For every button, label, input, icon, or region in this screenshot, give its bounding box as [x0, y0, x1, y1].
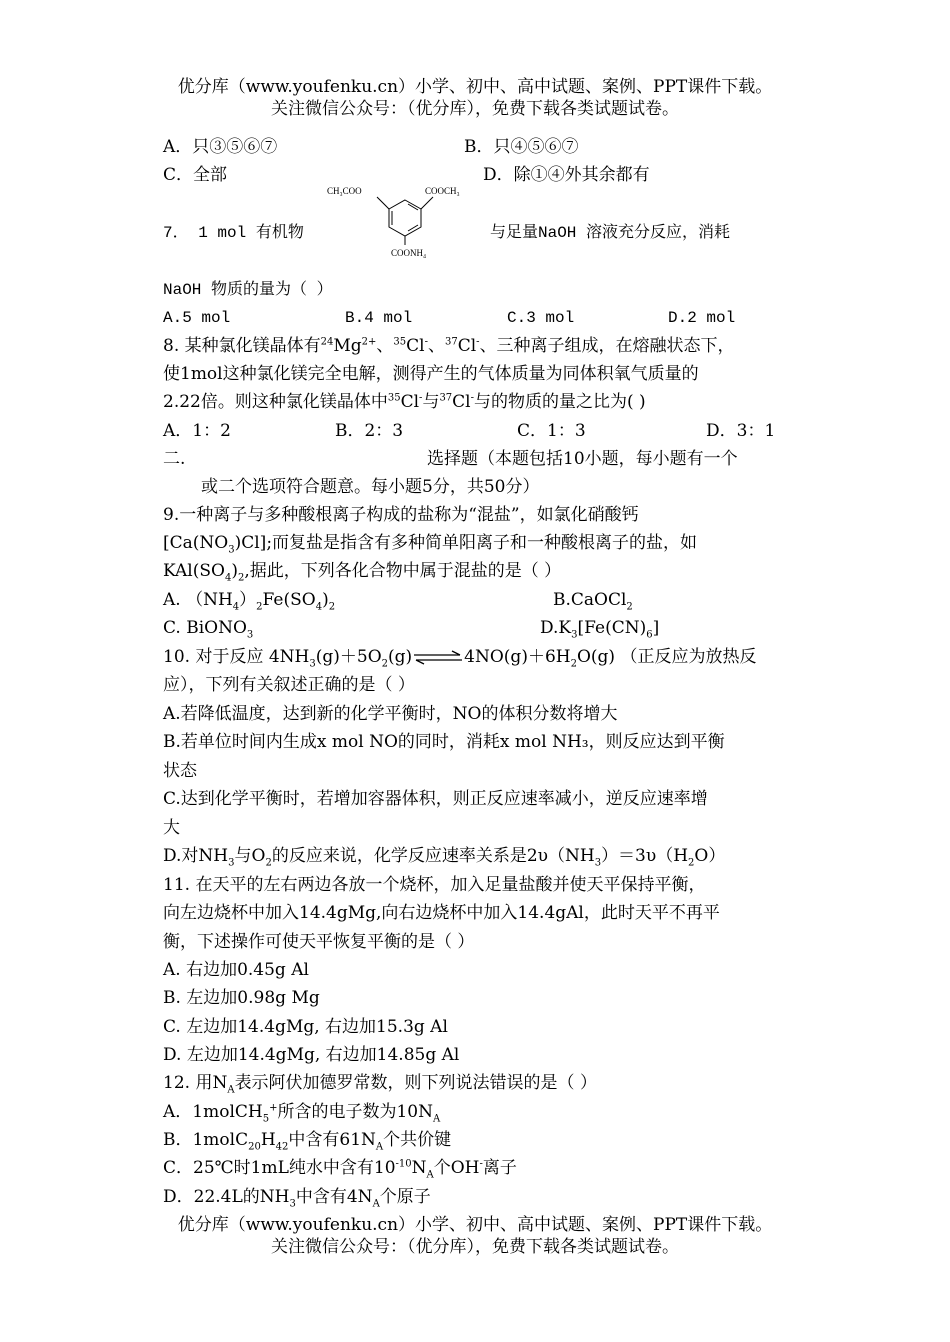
- q12-stem: 12. 用$N_A$表示阿伏加德罗常数，则下列说法错误的是（ ）: [163, 1073, 597, 1096]
- q9-option-c: C. BiONO$_3$: [163, 618, 254, 641]
- q11-line-2: 向左边烧杯中加入14.4gMg,向右边烧杯中加入14.4gAl，此时天平不再平: [163, 903, 720, 923]
- q7-stem-left: 7． 1 mol 有机物: [163, 224, 304, 242]
- section-2-title: 选择题（本题包括10小题，每小题有一个: [427, 449, 738, 469]
- benzene-structure-figure: [325, 182, 485, 262]
- mol-label-bottom: COONH₄: [391, 248, 427, 258]
- q9-option-a: A. $(NH_4)_2Fe(SO_4)_2$: [163, 590, 336, 613]
- q12-option-a: A．1molCH$_5$+所含的电子数为$10N_A$: [163, 1102, 441, 1125]
- q8-option-a: A．1：2: [163, 421, 231, 441]
- q11-line-1: 11. 在天平的左右两边各放一个烧杯，加入足量盐酸并使天平保持平衡，: [163, 875, 706, 895]
- mol-label-right: COOCH₃: [425, 186, 460, 196]
- q7-option-d: D.2 mol: [668, 309, 736, 327]
- q6-option-c: C．全部: [163, 165, 228, 185]
- section-2-number: 二.: [163, 449, 186, 469]
- q8-option-b: B．2：3: [335, 421, 404, 441]
- q12-option-d: D．22.4L的$NH_3$中含有$4N_A$个原子: [163, 1187, 431, 1210]
- q10-line-1: 10. 对于反应 $4NH_3(g)+5O_2(g)$ $4NO(g)+6H_2O(g)$ （正反应为放热反: [163, 647, 757, 670]
- footer-line-1: 优分库（www.youfenku.cn）小学、初中、高中试题、案例、PPT课件下载。: [177, 1215, 773, 1235]
- q10-option-d: D.对$NH_3$与$O_2$的反应来说，化学反应速率关系是$2\upsilon(NH_3)=3\upsilon(H_2O)$: [163, 846, 726, 869]
- header-line-2: 关注微信公众号：（优分库），免费下载各类试题试卷。: [271, 99, 679, 119]
- q10-line-2: 应），下列有关叙述正确的是（ ）: [163, 675, 415, 695]
- q6-option-d: D．除①④外其余都有: [483, 165, 650, 185]
- q12-option-c: C．25℃时1mL纯水中含有$10^{-10}N_A$个OH-离子: [163, 1158, 517, 1181]
- q11-option-d: D. 左边加14.4gMg, 右边加14.85g Al: [163, 1045, 460, 1065]
- q9-option-d: $D.K_3[Fe(CN)_6]$: [540, 618, 660, 641]
- q11-option-c: C. 左边加14.4gMg, 右边加15.3g Al: [163, 1017, 448, 1037]
- footer-line-2: 关注微信公众号：（优分库），免费下载各类试题试卷。: [271, 1237, 679, 1257]
- q10-option-b-cont: 状态: [163, 761, 197, 781]
- q9-line-2: $[Ca(NO_3)Cl]$;而复盐是指含有多种简单阳离子和一种酸根离子的盐，如: [163, 533, 698, 556]
- q10-option-c-cont: 大: [163, 818, 180, 838]
- q7-option-b: B.4 mol: [345, 309, 413, 327]
- q11-option-b: B. 左边加0.98g Mg: [163, 988, 320, 1008]
- q11-option-a: A. 右边加0.45g Al: [163, 960, 309, 980]
- q9-option-b: B.CaOCl$_2$: [553, 590, 633, 613]
- mol-label-left: CH₃COO: [327, 186, 362, 196]
- q8-line-3: 2.22倍。则这种氯化镁晶体中$^{35}$Cl-与$^{37}$Cl-与的物质的量之比为( ): [163, 392, 646, 412]
- q9-line-3: $KAl(SO_4)_2$,据此，下列各化合物中属于混盐的是（ ）: [163, 561, 562, 584]
- benzene-ring: [377, 197, 433, 245]
- q7-option-a: A.5 mol: [163, 309, 231, 327]
- q8-option-d: D．3：1: [706, 421, 776, 441]
- section-2-title-cont: 或二个选项符合题意。每小题5分，共50分）: [201, 477, 540, 497]
- reversible-arrow-icon: [412, 650, 464, 666]
- header-line-1: 优分库（www.youfenku.cn）小学、初中、高中试题、案例、PPT课件下载。: [177, 77, 773, 97]
- q8-option-c: C．1：3: [517, 421, 586, 441]
- q6-option-a: A．只③⑤⑥⑦: [163, 137, 278, 157]
- q12-option-b: B．$1molC_{20}H_{42}$中含有$61N_A$个共价键: [163, 1130, 452, 1153]
- q9-line-1: 9.一种离子与多种酸根离子构成的盐称为“混盐”，如氯化硝酸钙: [163, 505, 639, 525]
- q11-line-3: 衡，下述操作可使天平恢复平衡的是（ ）: [163, 932, 475, 952]
- q10-option-a: A.若降低温度，达到新的化学平衡时，NO的体积分数将增大: [163, 704, 618, 724]
- q7-stem-cont: NaOH 物质的量为（ ）: [163, 281, 333, 299]
- q10-option-b: B.若单位时间内生成x mol NO的同时，消耗x mol NH₃，则反应达到平衡: [163, 732, 725, 752]
- q10-option-c: C.达到化学平衡时，若增加容器体积，则正反应速率减小，逆反应速率增: [163, 789, 708, 809]
- q8-line-1: 8. 某种氯化镁晶体有$^{24}Mg^{2+}$、$^{35}$Cl-、$^{37}$Cl-、三种离子组成，在熔融状态下，: [163, 336, 735, 356]
- q7-option-c: C.3 mol: [507, 309, 575, 327]
- q6-option-b: B．只④⑤⑥⑦: [464, 137, 579, 157]
- q8-line-2: 使1mol这种氯化镁完全电解，测得产生的气体质量为同体积氧气质量的: [163, 364, 699, 384]
- q7-stem-right: 与足量NaOH 溶液充分反应，消耗: [490, 224, 731, 242]
